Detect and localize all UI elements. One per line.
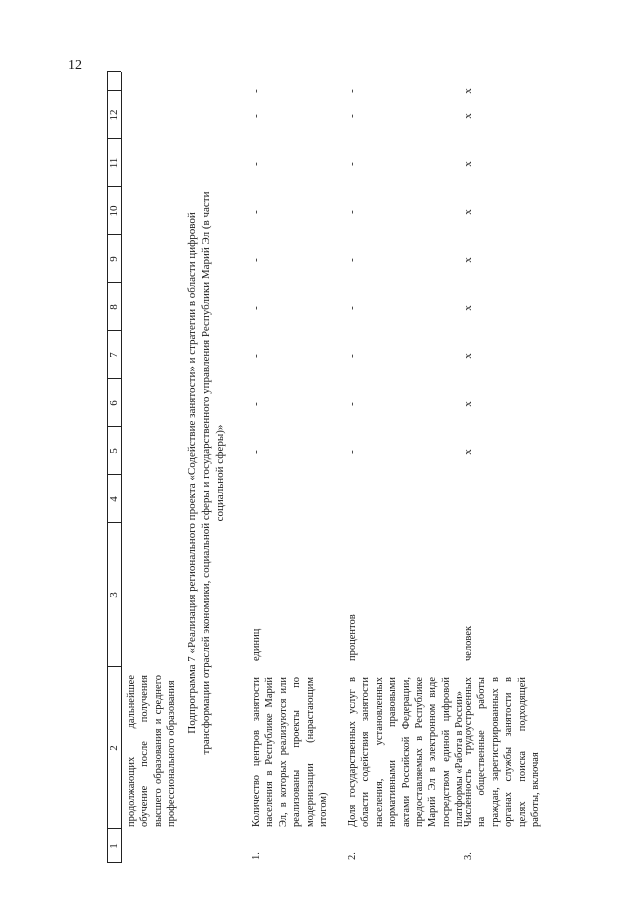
value-cell: x bbox=[462, 88, 474, 94]
value-cell: x bbox=[462, 209, 474, 215]
column-number: 1 bbox=[108, 843, 120, 849]
value-cell: - bbox=[250, 89, 262, 93]
indicator-name: Доля государственных услуг в области содействия занятости населения, установленных нормативными правовыми актами Российской Федерации, предоставляемых в Республике Марий Эл в электронном виде посредством единой цифровой платформы «Работа в России» bbox=[347, 677, 466, 827]
page-number: 12 bbox=[68, 58, 82, 73]
column-number: 6 bbox=[108, 400, 120, 406]
column-number: 11 bbox=[108, 157, 120, 169]
column-number: 3 bbox=[108, 592, 120, 598]
column-number: 9 bbox=[108, 256, 120, 262]
column-number: 12 bbox=[108, 109, 120, 121]
indicator-name: Количество центров занятости населения в Республике Марий Эл, в которых реализуются или реализованы проекты по модернизации (нарастающим итогом) bbox=[251, 677, 330, 827]
column-number: 10 bbox=[108, 205, 120, 217]
unit-of-measure: процентов bbox=[347, 614, 358, 661]
value-cell: x bbox=[462, 401, 474, 407]
value-cell: x bbox=[462, 113, 474, 119]
row-number: 1. bbox=[251, 852, 262, 860]
value-cell: - bbox=[346, 354, 358, 358]
value-cell: x bbox=[462, 449, 474, 455]
value-cell: - bbox=[250, 354, 262, 358]
value-cell: - bbox=[346, 450, 358, 454]
value-cell: - bbox=[250, 114, 262, 118]
value-cell: - bbox=[250, 258, 262, 262]
column-number: 5 bbox=[108, 448, 120, 454]
column-number: 8 bbox=[108, 304, 120, 310]
column-number: 4 bbox=[108, 496, 120, 502]
value-cell: - bbox=[346, 114, 358, 118]
value-cell: x bbox=[462, 353, 474, 359]
column-number: 7 bbox=[108, 352, 120, 358]
value-cell: - bbox=[346, 210, 358, 214]
unit-of-measure: единиц bbox=[251, 628, 262, 661]
row-number: 3. bbox=[463, 852, 474, 860]
value-cell: - bbox=[250, 402, 262, 406]
rotated-table-page bbox=[107, 72, 542, 863]
value-cell: - bbox=[346, 89, 358, 93]
subprogram-title: Подпрограмма 7 «Реализация регионального проекта «Содействие занятости» и стратегии в области цифровой трансформации отраслей экономики, социальной сферы и государственного управления Республики Марий Эл (в части социальной сферы)» bbox=[186, 191, 226, 755]
indicator-name: Численность трудоустроенных на общественные работы граждан, зарегистрированных в органах службы занятости в целях поиска подходящей работы, включая bbox=[463, 677, 542, 827]
value-cell: - bbox=[250, 162, 262, 166]
unit-of-measure: человек bbox=[463, 625, 474, 661]
value-cell: - bbox=[346, 402, 358, 406]
value-cell: x bbox=[462, 305, 474, 311]
continuation-text: продолжающих дальнейшее обучение после получения высшего образования и среднего профессионального образования bbox=[126, 675, 178, 827]
value-cell: - bbox=[346, 162, 358, 166]
value-cell: - bbox=[250, 450, 262, 454]
header-bottom-border bbox=[121, 72, 122, 863]
value-cell: - bbox=[346, 258, 358, 262]
column-number: 2 bbox=[108, 745, 120, 751]
row-number: 2. bbox=[347, 852, 358, 860]
value-cell: - bbox=[250, 210, 262, 214]
value-cell: x bbox=[462, 257, 474, 263]
value-cell: x bbox=[462, 161, 474, 167]
value-cell: - bbox=[346, 306, 358, 310]
value-cell: - bbox=[250, 306, 262, 310]
